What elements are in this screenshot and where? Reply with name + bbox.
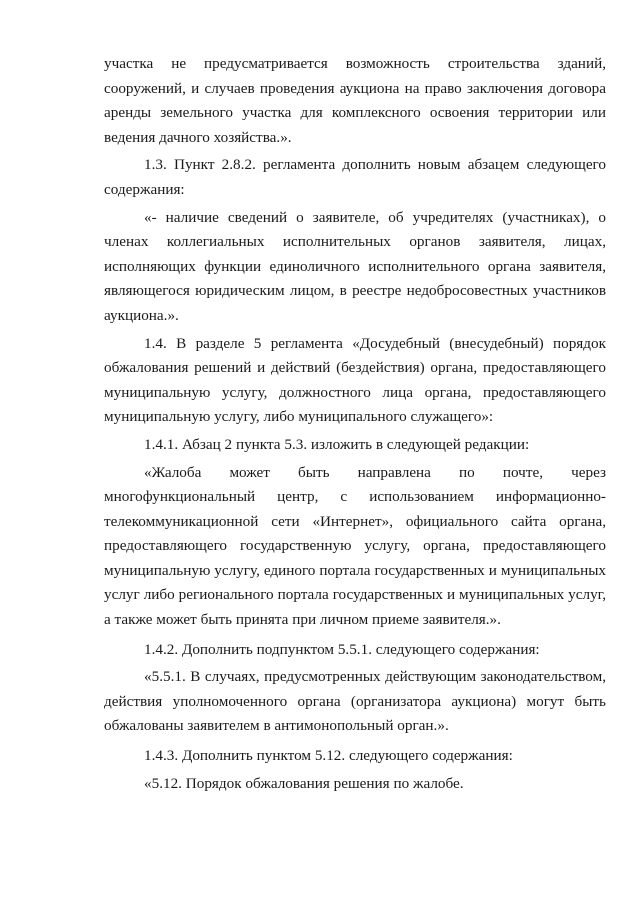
- paragraph-1-3: 1.3. Пункт 2.8.2. регламента дополнить новым абзацем следующего содержания:: [104, 156, 606, 198]
- paragraph-1-4-2: 1.4.2. Дополнить подпунктом 5.5.1. следующего содержания:: [144, 640, 540, 658]
- paragraph-1-4-2-quote: «5.5.1. В случаях, предусмотренных действующим законодательством, действия уполномоченного органа (организатора аукциона) могут быть обжалованы заявителем в антимонопольный орган.».: [104, 668, 606, 735]
- paragraph-continuation: участка не предусматривается возможность строительства зданий, сооружений, и случаев проведения аукциона на право заключения договора аренды земельного участка для комплексного освоения территории или ведения дачного хозяйства.».: [104, 55, 606, 146]
- paragraph-1-4-3-quote: «5.12. Порядок обжалования решения по жалобе.: [144, 774, 464, 792]
- paragraph-1-3-quote: «- наличие сведений о заявителе, об учредителях (участниках), о членах коллегиальных исполнительных органов заявителя, лицах, исполняющих функции единоличного исполнительного органа заявителя, являющегося юридическим лицом, в реестре недобросовестных участников аукциона.».: [104, 208, 606, 324]
- paragraph-1-4-3: 1.4.3. Дополнить пунктом 5.12. следующего содержания:: [144, 747, 513, 765]
- paragraph-1-4: 1.4. В разделе 5 регламента «Досудебный (внесудебный) порядок обжалования решений и действий (бездействия) органа, предоставляющего муниципальную услугу, должностного лица органа, предоставляющего муниципальную услугу, либо муниципального служащего»:: [104, 334, 606, 426]
- paragraph-1-4-1-quote: «Жалоба может быть направлена по почте, через многофункциональный центр, с использованием информационно-телекоммуникационной сети «Интернет», официального сайта органа, предоставляющего государственную услугу, органа, предоставляющего муниципальную услугу, единого портала государственных и муниципальных услуг либо регионального портала государственных и муниципальных услуг, а также может быть принята при личном приеме заявителя.».: [104, 463, 606, 629]
- document-body: [104, 52, 606, 796]
- paragraph-1-4-1: 1.4.1. Абзац 2 пункта 5.3. изложить в следующей редакции:: [144, 435, 530, 453]
